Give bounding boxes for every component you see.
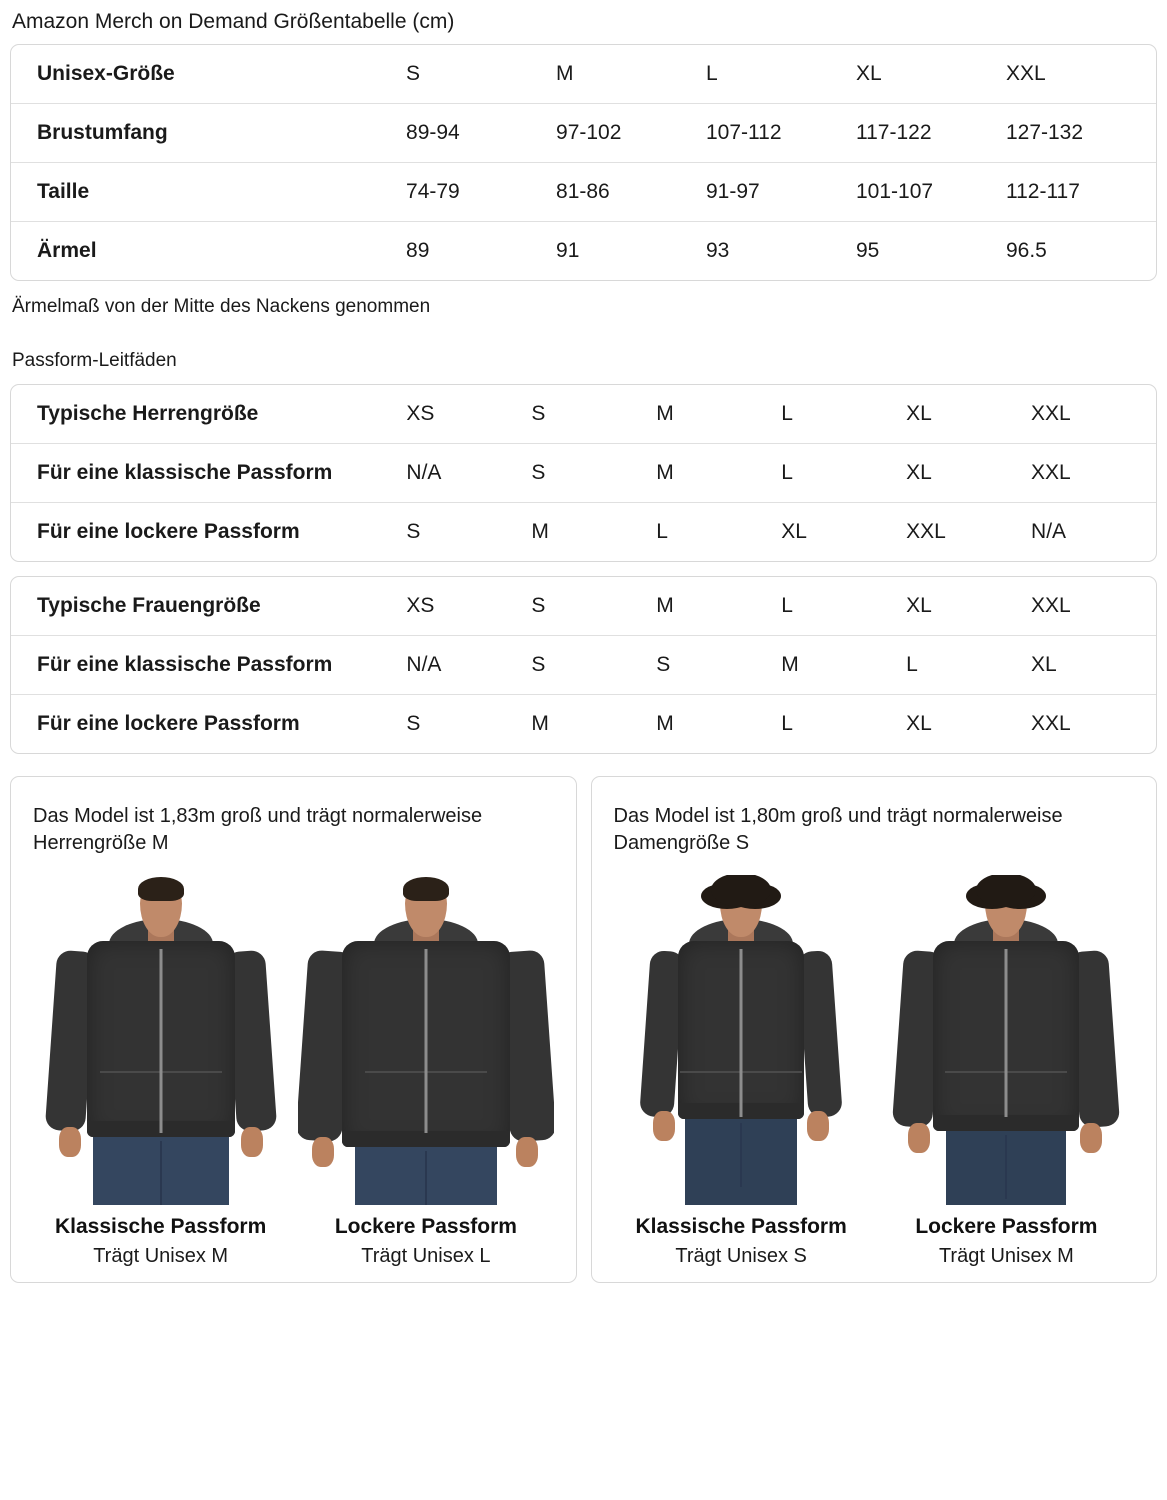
figure-sublabel: Trägt Unisex S (675, 1245, 807, 1267)
cell: XXL (1031, 594, 1071, 617)
cell: 117-122 (856, 104, 1006, 163)
model-caption-women: Das Model ist 1,80m groß und trägt normalerweise Damengröße S (613, 805, 1063, 854)
cell: S (531, 402, 546, 425)
hair-shape (976, 875, 1036, 907)
cell: 101-107 (856, 163, 1006, 222)
arm-right-shape (797, 950, 842, 1118)
cell: S (656, 636, 781, 695)
cell: XL (906, 402, 932, 425)
cell: 95 (856, 222, 1006, 281)
hand-right-shape (1080, 1123, 1102, 1153)
hoodie-male-classic-image (33, 875, 288, 1205)
fit-guides-label: Passform-Leitfäden (12, 350, 177, 371)
cell: L (781, 695, 906, 754)
sleeve-measure-note: Ärmelmaß von der Mitte des Nackens genommen (12, 296, 431, 317)
cell: 89 (406, 222, 556, 281)
figure-label: Klassische Passform (635, 1215, 847, 1238)
cell: 93 (706, 222, 856, 281)
cell: 89-94 (406, 104, 556, 163)
fit-guide-women-table (11, 577, 1156, 753)
cell: XS (406, 402, 435, 425)
table-row (11, 636, 1156, 695)
size-chart-table (11, 45, 1156, 280)
cell: XXL (1031, 695, 1156, 754)
jeans-shape (355, 1143, 497, 1205)
cell: N/A (406, 636, 531, 695)
row-label: Für eine lockere Passform (11, 695, 406, 754)
hand-right-shape (807, 1111, 829, 1141)
figure-men-loose (298, 875, 553, 1268)
cell: S (531, 444, 656, 503)
row-label: Unisex-Größe (37, 62, 175, 85)
cell: L (906, 636, 1031, 695)
cell: L (781, 594, 793, 617)
cell: XXL (1031, 444, 1156, 503)
hair-shape (403, 877, 449, 901)
cell: M (781, 636, 906, 695)
figure-label: Lockere Passform (334, 1215, 517, 1238)
cell: XL (855, 62, 882, 85)
model-caption-men: Das Model ist 1,83m groß und trägt normalerweise Herrengröße M (33, 805, 483, 854)
figure-men-classic (33, 875, 288, 1268)
hand-right-shape (516, 1137, 538, 1167)
cell: XS (406, 594, 435, 617)
cell: S (406, 503, 531, 562)
figure-label: Klassische Passform (54, 1215, 267, 1238)
cell: M (656, 695, 781, 754)
figure-sublabel: Trägt Unisex L (361, 1245, 491, 1267)
jeans-shape (946, 1127, 1066, 1205)
hand-left-shape (59, 1127, 81, 1157)
table-row (11, 503, 1156, 562)
cell: S (531, 594, 546, 617)
cell: XL (906, 594, 932, 617)
hoodie-female-loose-image (879, 875, 1134, 1205)
model-card-women (591, 776, 1158, 1283)
cell: 97-102 (556, 104, 706, 163)
hand-left-shape (653, 1111, 675, 1141)
cell: L (656, 503, 781, 562)
cell: M (656, 402, 674, 425)
table-row (11, 45, 1156, 104)
cell: 74-79 (406, 163, 556, 222)
cell: XXL (1031, 402, 1071, 425)
cell: S (531, 636, 656, 695)
row-label: Für eine lockere Passform (11, 503, 406, 562)
table-row (11, 444, 1156, 503)
hair-shape (138, 877, 184, 901)
row-label: Taille (11, 163, 406, 222)
hem-band-shape (342, 1131, 510, 1147)
cell: XXL (1005, 62, 1046, 85)
jeans-shape (685, 1115, 797, 1205)
fit-guide-men-card (10, 384, 1157, 562)
figure-women-loose (879, 875, 1134, 1268)
cell: 96.5 (1006, 222, 1156, 281)
cell: S (406, 695, 531, 754)
figure-women-classic (614, 875, 869, 1268)
figure-sublabel: Trägt Unisex M (93, 1245, 229, 1267)
cell: M (531, 503, 656, 562)
table-row (11, 577, 1156, 636)
cell: XXL (906, 503, 1031, 562)
size-chart-card (10, 44, 1157, 281)
page-title: Amazon Merch on Demand Größentabelle (cm) (12, 10, 455, 33)
hair-shape (711, 875, 771, 907)
cell: S (406, 62, 421, 85)
model-figures-men (33, 875, 554, 1268)
model-panels (10, 776, 1157, 1283)
cell: 91 (556, 222, 706, 281)
cell: 107-112 (706, 104, 856, 163)
figure-label: Lockere Passform (915, 1215, 1098, 1238)
cell: N/A (1031, 503, 1156, 562)
row-label: Für eine klassische Passform (11, 444, 406, 503)
hoodie-female-classic-image (614, 875, 869, 1205)
row-label: Typische Herrengröße (37, 402, 259, 425)
model-figures-women (614, 875, 1135, 1268)
zipper-shape (424, 949, 427, 1133)
fit-guide-women-card (10, 576, 1157, 754)
figure-sublabel: Trägt Unisex M (938, 1245, 1074, 1267)
cell: M (556, 62, 574, 85)
hand-left-shape (312, 1137, 334, 1167)
jeans-shape (93, 1133, 229, 1205)
cell: 127-132 (1006, 104, 1156, 163)
row-label: Brustumfang (11, 104, 406, 163)
table-row (11, 104, 1156, 163)
cell: M (656, 444, 781, 503)
cell: 81-86 (556, 163, 706, 222)
table-row (11, 695, 1156, 754)
cell: M (656, 594, 674, 617)
table-row (11, 385, 1156, 444)
model-card-men (10, 776, 577, 1283)
cell: L (706, 62, 718, 85)
row-label: Ärmel (11, 222, 406, 281)
hem-band-shape (933, 1115, 1079, 1131)
zipper-shape (740, 949, 743, 1117)
hoodie-male-loose-image (298, 875, 553, 1205)
cell: XL (906, 444, 1031, 503)
cell: N/A (406, 444, 531, 503)
cell: XL (781, 503, 906, 562)
cell: M (531, 695, 656, 754)
cell: L (781, 402, 793, 425)
table-row (11, 222, 1156, 281)
zipper-shape (159, 949, 162, 1133)
row-label: Typische Frauengröße (37, 594, 261, 617)
table-row (11, 163, 1156, 222)
cell: XL (1031, 636, 1156, 695)
row-label: Für eine klassische Passform (11, 636, 406, 695)
hand-right-shape (241, 1127, 263, 1157)
cell: XL (906, 695, 1031, 754)
zipper-shape (1005, 949, 1008, 1117)
cell: L (781, 444, 906, 503)
cell: 91-97 (706, 163, 856, 222)
fit-guide-men-table (11, 385, 1156, 561)
cell: 112-117 (1006, 163, 1156, 222)
hand-left-shape (908, 1123, 930, 1153)
